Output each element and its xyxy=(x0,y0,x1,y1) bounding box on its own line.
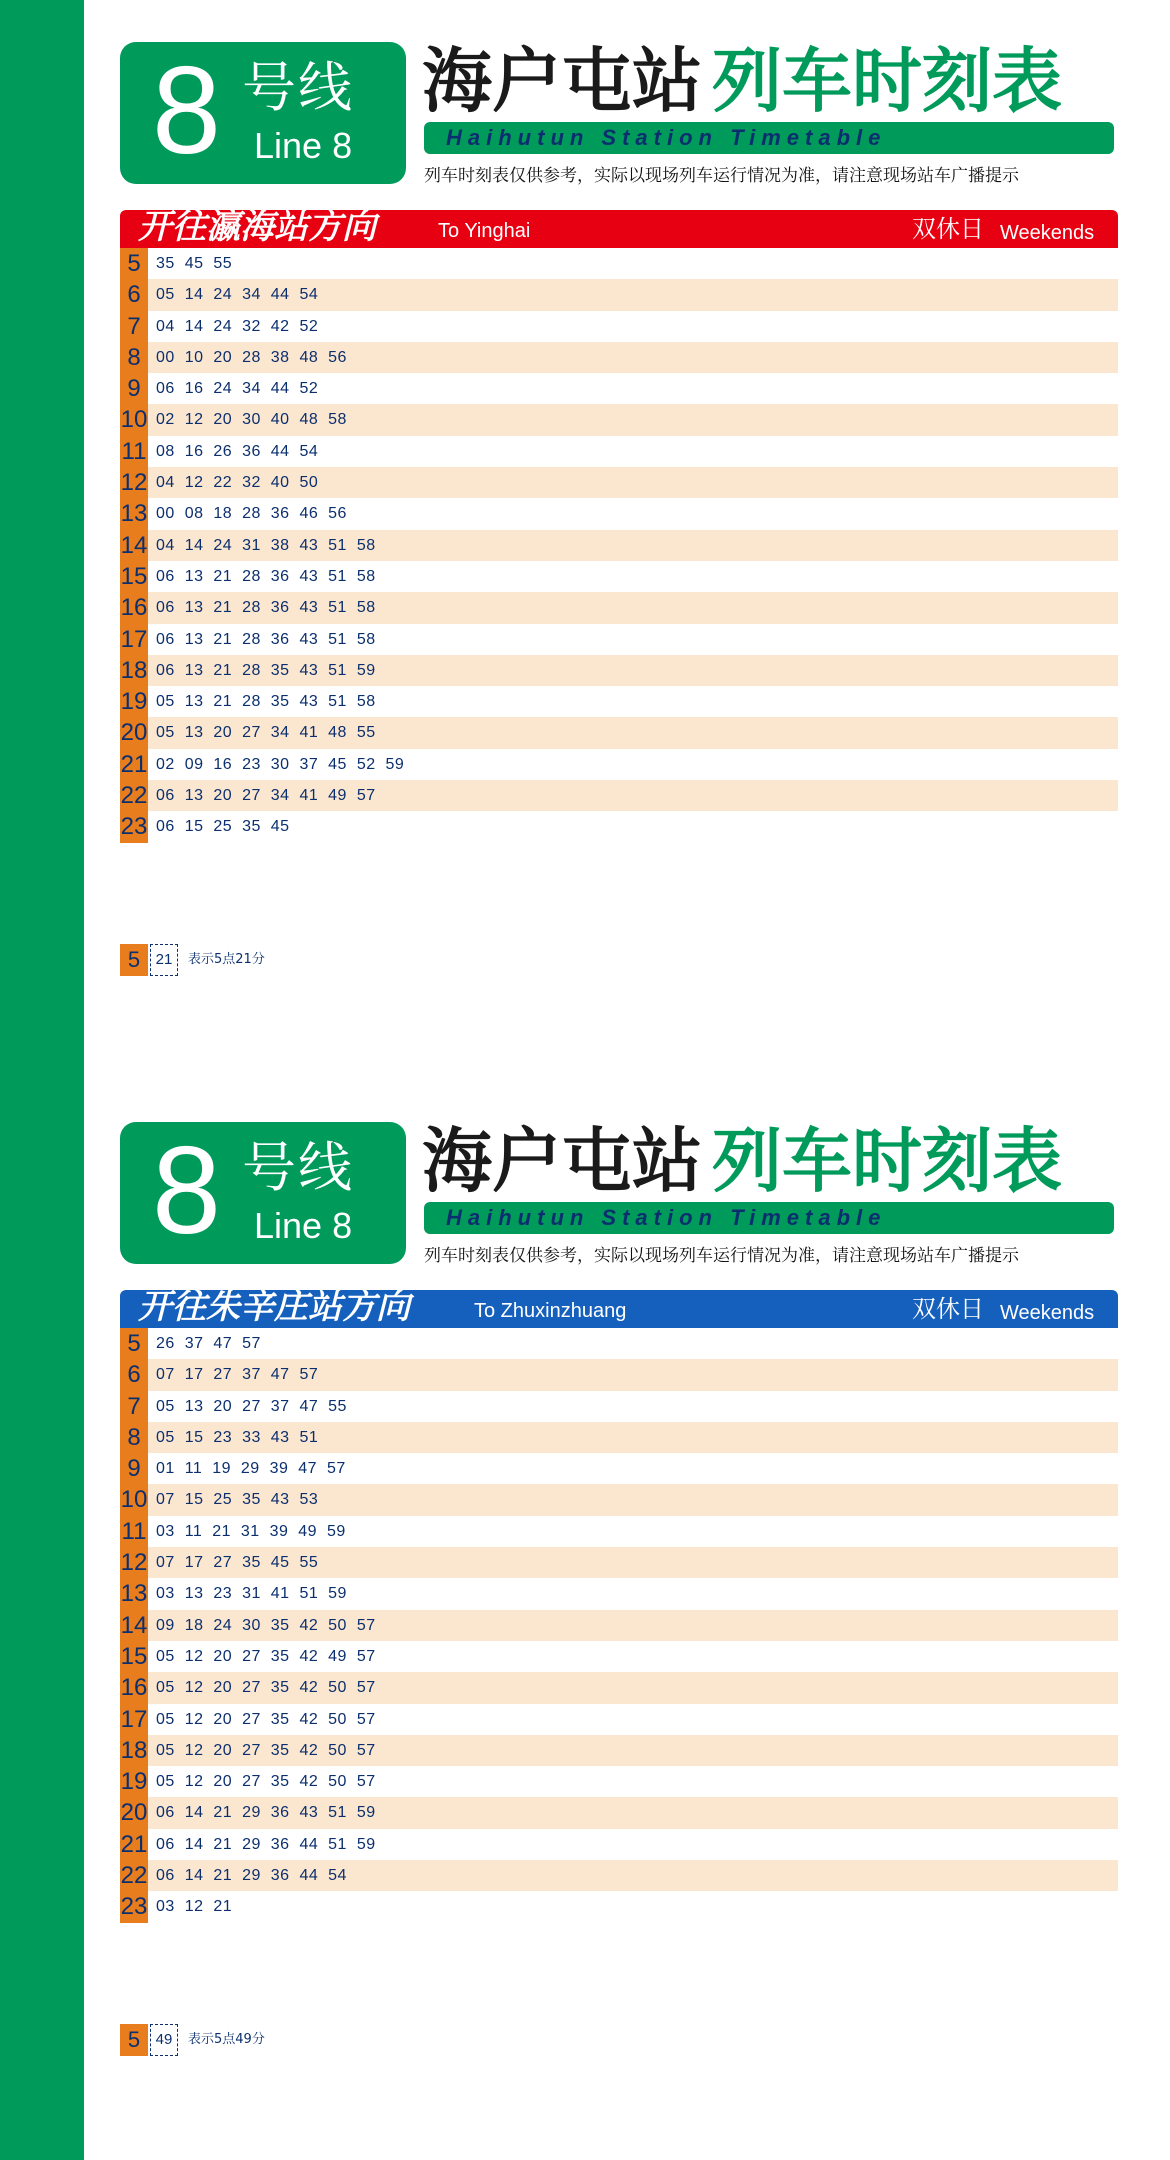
minutes-cell xyxy=(148,1359,1118,1390)
timetable-row xyxy=(120,1766,1118,1797)
minutes-cell xyxy=(148,1422,1118,1453)
direction-en: To Yinghai xyxy=(438,220,531,242)
timetable-rows xyxy=(120,248,1118,843)
timetable-row xyxy=(120,530,1118,561)
service-day-en: Weekends xyxy=(1000,1302,1095,1324)
hour-cell: 14 xyxy=(120,530,148,561)
minutes-cell xyxy=(148,311,1118,342)
timetable-row xyxy=(120,1829,1118,1860)
line-label-zh: 号线 xyxy=(242,56,354,119)
hour-cell: 16 xyxy=(120,1672,148,1703)
timetable-row xyxy=(120,1672,1118,1703)
minutes-cell xyxy=(148,686,1118,717)
timetable-row xyxy=(120,561,1118,592)
timetable-row xyxy=(120,1641,1118,1672)
timetable-row xyxy=(120,373,1118,404)
minutes-cell xyxy=(148,1829,1118,1860)
minutes-text: 05 12 20 27 35 42 50 57 xyxy=(156,1710,376,1728)
service-day-zh: 双休日 xyxy=(912,215,984,243)
station-name: 海户屯站 xyxy=(422,40,702,122)
timetable-row xyxy=(120,749,1118,780)
minutes-text: 07 17 27 37 47 57 xyxy=(156,1366,319,1384)
minutes-cell xyxy=(148,780,1118,811)
minutes-cell xyxy=(148,811,1118,842)
timetable-row xyxy=(120,655,1118,686)
minutes-cell xyxy=(148,655,1118,686)
minutes-cell xyxy=(148,749,1118,780)
minutes-text: 05 14 24 34 44 54 xyxy=(156,286,319,304)
timetable-row xyxy=(120,342,1118,373)
minutes-text: 06 14 21 29 36 44 51 59 xyxy=(156,1835,376,1853)
notice-text: 列车时刻表仅供参考，实际以现场列车运行情况为准，请注意现场站车广播提示 xyxy=(424,1246,1019,1266)
timetable-row xyxy=(120,311,1118,342)
minutes-cell xyxy=(148,624,1118,655)
hour-cell: 18 xyxy=(120,655,148,686)
minutes-cell xyxy=(148,1453,1118,1484)
hour-cell: 13 xyxy=(120,498,148,529)
station-title xyxy=(422,1120,1062,1202)
timetable-row xyxy=(120,1453,1118,1484)
hour-cell: 16 xyxy=(120,592,148,623)
timetable-row xyxy=(120,1860,1118,1891)
timetable-row xyxy=(120,1735,1118,1766)
minutes-cell xyxy=(148,1797,1118,1828)
english-title-bar xyxy=(424,1202,1114,1234)
hour-cell: 15 xyxy=(120,561,148,592)
timetable-row xyxy=(120,279,1118,310)
timetable-row xyxy=(120,624,1118,655)
hour-cell: 23 xyxy=(120,811,148,842)
minutes-cell xyxy=(148,1735,1118,1766)
minutes-cell xyxy=(148,561,1118,592)
timetable-row xyxy=(120,1610,1118,1641)
minutes-text: 04 12 22 32 40 50 xyxy=(156,474,319,492)
hour-cell: 21 xyxy=(120,749,148,780)
minutes-text: 04 14 24 32 42 52 xyxy=(156,317,319,335)
minutes-cell xyxy=(148,467,1118,498)
minutes-cell xyxy=(148,1891,1118,1922)
hour-cell: 11 xyxy=(120,436,148,467)
minutes-cell xyxy=(148,1641,1118,1672)
hour-cell: 19 xyxy=(120,686,148,717)
minutes-cell xyxy=(148,1484,1118,1515)
hour-cell: 22 xyxy=(120,780,148,811)
hour-cell: 17 xyxy=(120,1704,148,1735)
minutes-cell xyxy=(148,1704,1118,1735)
minutes-text: 02 09 16 23 30 37 45 52 59 xyxy=(156,755,405,773)
minutes-text: 03 12 21 xyxy=(156,1898,233,1916)
direction-zh: 开往瀛海站方向 xyxy=(138,207,376,247)
hour-cell: 10 xyxy=(120,404,148,435)
minutes-cell xyxy=(148,498,1118,529)
line-number: 8 xyxy=(152,1122,221,1260)
minutes-text: 06 13 21 28 36 43 51 58 xyxy=(156,630,376,648)
legend-minute: 21 xyxy=(150,944,178,976)
minutes-cell xyxy=(148,1328,1118,1359)
minutes-cell xyxy=(148,530,1118,561)
minutes-text: 02 12 20 30 40 48 58 xyxy=(156,411,347,429)
minutes-text: 01 11 19 29 39 47 57 xyxy=(156,1460,346,1478)
timetable-row xyxy=(120,717,1118,748)
timetable-panel-yinghai xyxy=(120,42,1118,1042)
timetable-row xyxy=(120,1891,1118,1922)
hour-cell: 7 xyxy=(120,311,148,342)
minutes-text: 04 14 24 31 38 43 51 58 xyxy=(156,536,376,554)
timetable-row xyxy=(120,1704,1118,1735)
hour-cell: 11 xyxy=(120,1516,148,1547)
minutes-text: 08 16 26 36 44 54 xyxy=(156,442,319,460)
timetable-row xyxy=(120,1578,1118,1609)
minutes-cell xyxy=(148,592,1118,623)
service-day-en: Weekends xyxy=(1000,222,1095,244)
direction-bar xyxy=(120,1287,1118,1328)
minutes-text: 06 16 24 34 44 52 xyxy=(156,380,319,398)
hour-cell: 20 xyxy=(120,717,148,748)
hour-cell: 5 xyxy=(120,1328,148,1359)
minutes-cell xyxy=(148,436,1118,467)
hour-cell: 8 xyxy=(120,342,148,373)
timetable-row xyxy=(120,592,1118,623)
hour-cell: 23 xyxy=(120,1891,148,1922)
minutes-text: 05 13 20 27 37 47 55 xyxy=(156,1397,347,1415)
minutes-text: 05 12 20 27 35 42 50 57 xyxy=(156,1773,376,1791)
side-stripe xyxy=(0,0,84,2160)
timetable-panel-zhuxinzhuang xyxy=(120,1122,1118,2122)
legend-hour: 5 xyxy=(120,944,148,976)
minutes-text: 05 13 20 27 34 41 48 55 xyxy=(156,724,376,742)
minutes-text: 06 13 20 27 34 41 49 57 xyxy=(156,787,376,805)
timetable-row xyxy=(120,1797,1118,1828)
minutes-text: 03 13 23 31 41 51 59 xyxy=(156,1585,347,1603)
timetable-row xyxy=(120,498,1118,529)
minutes-text: 07 15 25 35 43 53 xyxy=(156,1491,319,1509)
minutes-text: 00 08 18 28 36 46 56 xyxy=(156,505,347,523)
minutes-text: 00 10 20 28 38 48 56 xyxy=(156,348,347,366)
minutes-text: 05 15 23 33 43 51 xyxy=(156,1428,319,1446)
minutes-cell xyxy=(148,1516,1118,1547)
timetable-label: 列车时刻表 xyxy=(712,40,1062,122)
hour-cell: 17 xyxy=(120,624,148,655)
minutes-text: 26 37 47 57 xyxy=(156,1335,261,1352)
legend-text: 表示5点49分 xyxy=(188,2032,265,2047)
timetable-row xyxy=(120,1484,1118,1515)
legend-minute: 49 xyxy=(150,2024,178,2056)
minutes-cell xyxy=(148,373,1118,404)
hour-cell: 8 xyxy=(120,1422,148,1453)
line-label-zh: 号线 xyxy=(242,1136,354,1199)
legend-text: 表示5点21分 xyxy=(188,952,265,967)
english-title: Haihutun Station Timetable xyxy=(446,1205,887,1230)
minutes-cell xyxy=(148,279,1118,310)
station-title xyxy=(422,40,1062,122)
timetable-row xyxy=(120,467,1118,498)
hour-cell: 19 xyxy=(120,1766,148,1797)
minutes-text: 03 11 21 31 39 49 59 xyxy=(156,1522,346,1540)
line-badge xyxy=(120,42,406,184)
minutes-text: 06 13 21 28 36 43 51 58 xyxy=(156,599,376,617)
timetable-row xyxy=(120,1359,1118,1390)
timetable-rows xyxy=(120,1328,1118,1923)
minutes-cell xyxy=(148,1610,1118,1641)
minutes-cell xyxy=(148,404,1118,435)
timetable-row xyxy=(120,1328,1118,1359)
timetable-row xyxy=(120,811,1118,842)
minutes-text: 05 12 20 27 35 42 50 57 xyxy=(156,1741,376,1759)
minutes-text: 05 12 20 27 35 42 49 57 xyxy=(156,1647,376,1665)
hour-cell: 14 xyxy=(120,1610,148,1641)
minutes-text: 35 45 55 xyxy=(156,255,233,272)
line-label-en: Line 8 xyxy=(254,125,353,166)
hour-cell: 20 xyxy=(120,1797,148,1828)
minutes-text: 05 13 21 28 35 43 51 58 xyxy=(156,693,376,711)
direction-en: To Zhuxinzhuang xyxy=(474,1300,627,1322)
service-day-zh: 双休日 xyxy=(912,1295,984,1323)
minutes-cell xyxy=(148,1672,1118,1703)
timetable-row xyxy=(120,248,1118,279)
minutes-text: 07 17 27 35 45 55 xyxy=(156,1554,319,1572)
minutes-text: 06 15 25 35 45 xyxy=(156,818,290,836)
minutes-cell xyxy=(148,1391,1118,1422)
hour-cell: 12 xyxy=(120,1547,148,1578)
hour-cell: 6 xyxy=(120,1359,148,1390)
timetable-row xyxy=(120,1547,1118,1578)
timetable-row xyxy=(120,1516,1118,1547)
hour-cell: 9 xyxy=(120,1453,148,1484)
hour-cell: 15 xyxy=(120,1641,148,1672)
minutes-text: 06 14 21 29 36 44 54 xyxy=(156,1867,347,1885)
hour-cell: 18 xyxy=(120,1735,148,1766)
english-title: Haihutun Station Timetable xyxy=(446,125,887,150)
minutes-cell xyxy=(148,1860,1118,1891)
hour-cell: 13 xyxy=(120,1578,148,1609)
timetable-row xyxy=(120,686,1118,717)
hour-cell: 12 xyxy=(120,467,148,498)
minutes-cell xyxy=(148,717,1118,748)
minutes-cell xyxy=(148,342,1118,373)
hour-cell: 9 xyxy=(120,373,148,404)
minutes-cell xyxy=(148,1766,1118,1797)
line-badge xyxy=(120,1122,406,1264)
timetable-row xyxy=(120,1422,1118,1453)
timetable-row xyxy=(120,780,1118,811)
minutes-text: 06 13 21 28 35 43 51 59 xyxy=(156,661,376,679)
timetable-row xyxy=(120,1391,1118,1422)
minutes-text: 09 18 24 30 35 42 50 57 xyxy=(156,1616,376,1634)
timetable-row xyxy=(120,436,1118,467)
minutes-cell xyxy=(148,1578,1118,1609)
minutes-cell xyxy=(148,248,1118,279)
minutes-text: 06 13 21 28 36 43 51 58 xyxy=(156,567,376,585)
timetable-row xyxy=(120,404,1118,435)
hour-cell: 5 xyxy=(120,248,148,279)
hour-cell: 21 xyxy=(120,1829,148,1860)
hour-cell: 7 xyxy=(120,1391,148,1422)
hour-cell: 6 xyxy=(120,279,148,310)
line-number: 8 xyxy=(152,42,221,180)
minutes-text: 06 14 21 29 36 43 51 59 xyxy=(156,1804,376,1822)
timetable-label: 列车时刻表 xyxy=(712,1120,1062,1202)
minutes-cell xyxy=(148,1547,1118,1578)
station-name: 海户屯站 xyxy=(422,1120,702,1202)
direction-zh: 开往朱辛庄站方向 xyxy=(138,1287,410,1327)
hour-cell: 10 xyxy=(120,1484,148,1515)
line-label-en: Line 8 xyxy=(254,1205,353,1246)
legend-hour: 5 xyxy=(120,2024,148,2056)
direction-bar xyxy=(120,207,1118,248)
english-title-bar xyxy=(424,122,1114,154)
hour-cell: 22 xyxy=(120,1860,148,1891)
notice-text: 列车时刻表仅供参考，实际以现场列车运行情况为准，请注意现场站车广播提示 xyxy=(424,166,1019,186)
minutes-text: 05 12 20 27 35 42 50 57 xyxy=(156,1679,376,1697)
